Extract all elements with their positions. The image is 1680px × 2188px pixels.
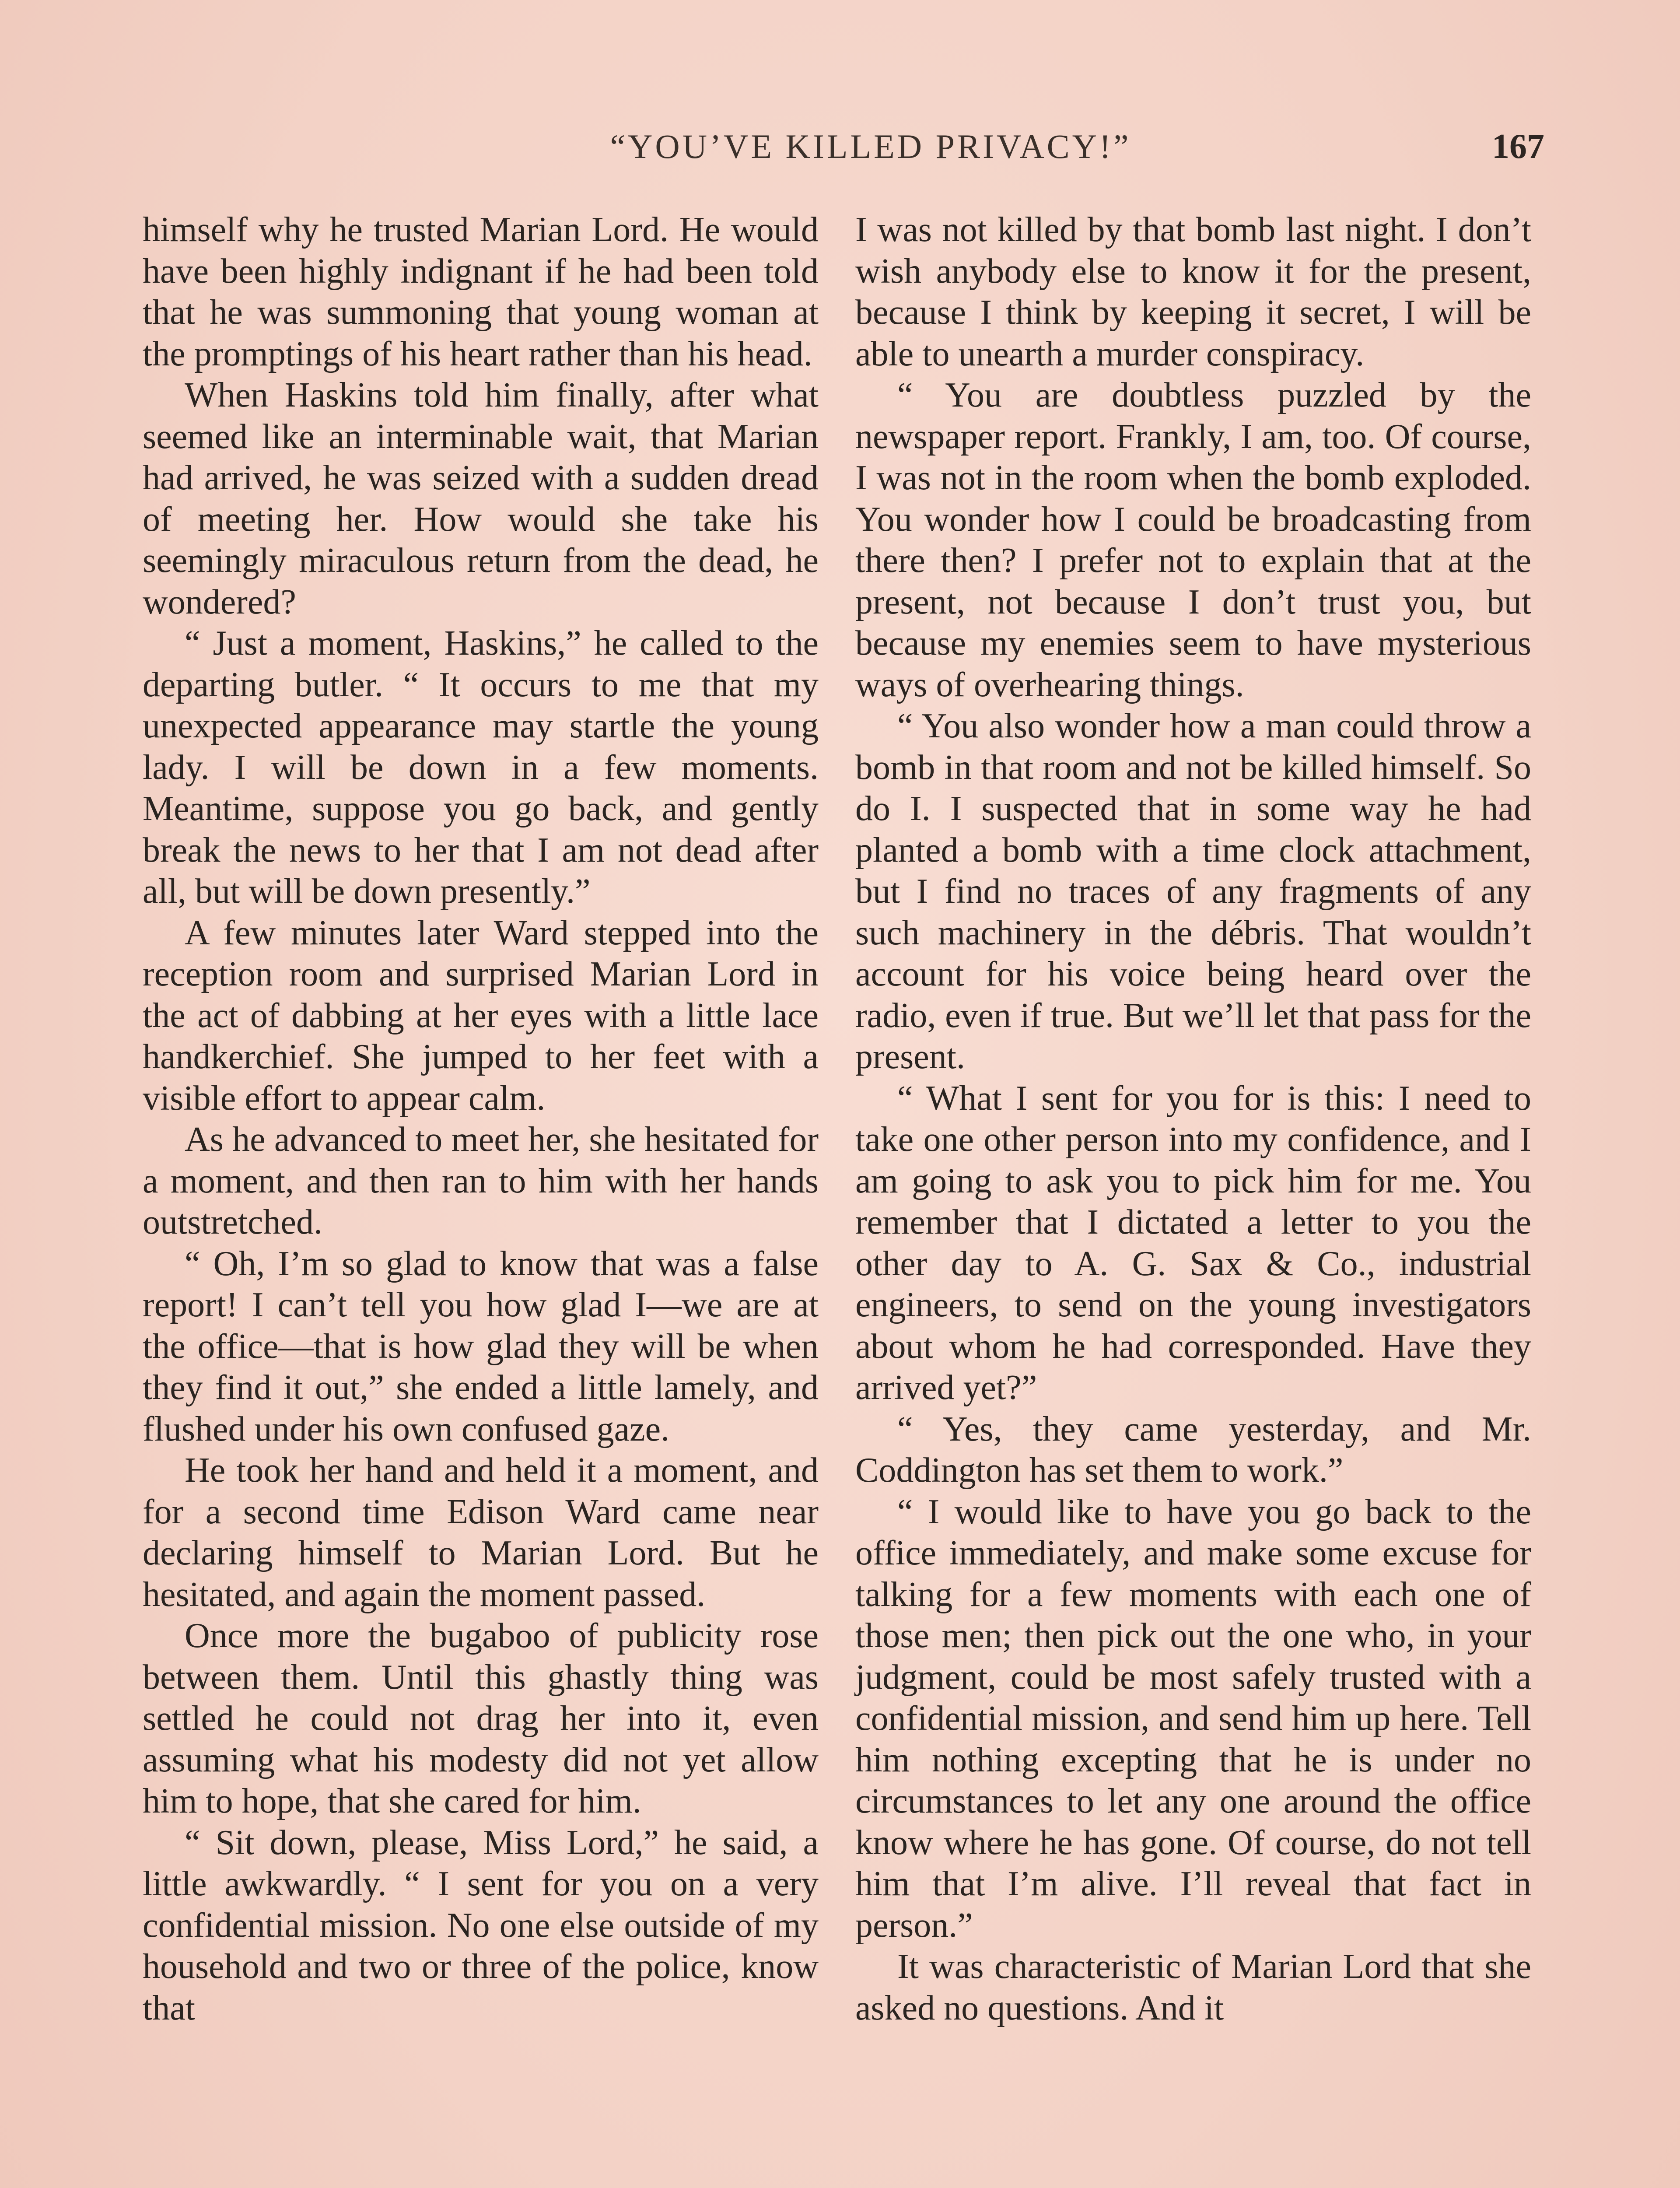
paragraph: It was characteristic of Marian Lord that she asked no questions. And it bbox=[855, 1947, 1531, 2027]
paragraph: “ What I sent for you for is this: I need to take one other person into my confidence, and I am going to ask you to pick him for me. You remember that I dictated a letter to you the other day to A. G. Sax & Co., industrial engineers, to send on the young investigators about whom he had corresponded. Have they arrived yet?” bbox=[855, 1079, 1531, 1407]
paragraph: “ Sit down, please, Miss Lord,” he said, a little awkwardly. “ I sent for you on a very confidential mission. No one else outside of my household and two or three of the police, know that bbox=[143, 1823, 819, 2027]
right-column bbox=[855, 209, 1531, 2029]
paragraph: himself why he trusted Marian Lord. He would have been highly indignant if he had been told that he was summoning that young woman at the promptings of his heart rather than his head. bbox=[143, 210, 819, 373]
paragraph: “ You are doubtless puzzled by the newspaper report. Frankly, I am, too. Of course, I was not in the room when the bomb exploded. You wonder how I could be broadcasting from there then? I prefer not to explain that at the present, not because I don’t trust you, but because my enemies seem to have mysterious ways of overhearing things. bbox=[855, 376, 1531, 704]
paragraph: “ I would like to have you go back to the office immediately, and make some excuse for talking for a few moments with each one of those men; then pick out the one who, in your judgment, could be most safely trusted with a confidential mission, and send him up here. Tell him nothing excepting that he is under no circumstances to let any one around the office know where he has gone. Of course, do not tell him that I’m alive. I’ll reveal that fact in person.” bbox=[855, 1492, 1531, 1945]
running-head: “YOU’VE KILLED PRIVACY!” bbox=[610, 127, 1131, 165]
paragraph: A few minutes later Ward stepped into the reception room and surprised Marian Lord in the act of dabbing at her eyes with a little lace handkerchief. She jumped to her feet with a visible effort to appear calm. bbox=[143, 913, 819, 1118]
paragraph: He took her hand and held it a moment, and for a second time Edison Ward came near declaring himself to Marian Lord. But he hesitated, and again the moment passed. bbox=[143, 1451, 819, 1614]
paragraph: When Haskins told him finally, after what seemed like an interminable wait, that Marian had arrived, he was seized with a sudden dread of meeting her. How would she take his seemingly miraculous return from the dead, he wondered? bbox=[143, 376, 819, 621]
paragraph: “ Yes, they came yesterday, and Mr. Coddington has set them to work.” bbox=[855, 1410, 1531, 1490]
paragraph: I was not killed by that bomb last night. I don’t wish anybody else to know it for the present, because I think by keeping it secret, I will be able to unearth a murder conspiracy. bbox=[855, 210, 1531, 373]
paragraph: “ You also wonder how a man could throw a bomb in that room and not be killed himself. So do I. I suspected that in some way he had planted a bomb with a time clock attachment, but I find no traces of any fragments of any such machinery in the débris. That wouldn’t account for his voice being heard over the radio, even if true. But we’ll let that pass for the present. bbox=[855, 707, 1531, 1076]
paragraph: “ Oh, I’m so glad to know that was a false report! I can’t tell you how glad I—we are at the office—that is how glad they will be when they find it out,” she ended a little lamely, and flushed under his own confused gaze. bbox=[143, 1244, 819, 1448]
paragraph: As he advanced to meet her, she hesitated for a moment, and then ran to him with her hands outstretched. bbox=[143, 1120, 819, 1241]
page-number: 167 bbox=[1492, 127, 1544, 166]
paragraph: “ Just a moment, Haskins,” he called to the departing butler. “ It occurs to me that my unexpected appearance may startle the young lady. I will be down in a few moments. Meantime, suppose you go back, and gently break the news to her that I am not dead after all, but will be down presently.” bbox=[143, 624, 819, 911]
left-column bbox=[143, 209, 819, 2029]
paragraph: Once more the bugaboo of publicity rose between them. Until this ghastly thing was settled he could not drag her into it, even assuming what his modesty did not yet allow him to hope, that she cared for him. bbox=[143, 1616, 819, 1820]
